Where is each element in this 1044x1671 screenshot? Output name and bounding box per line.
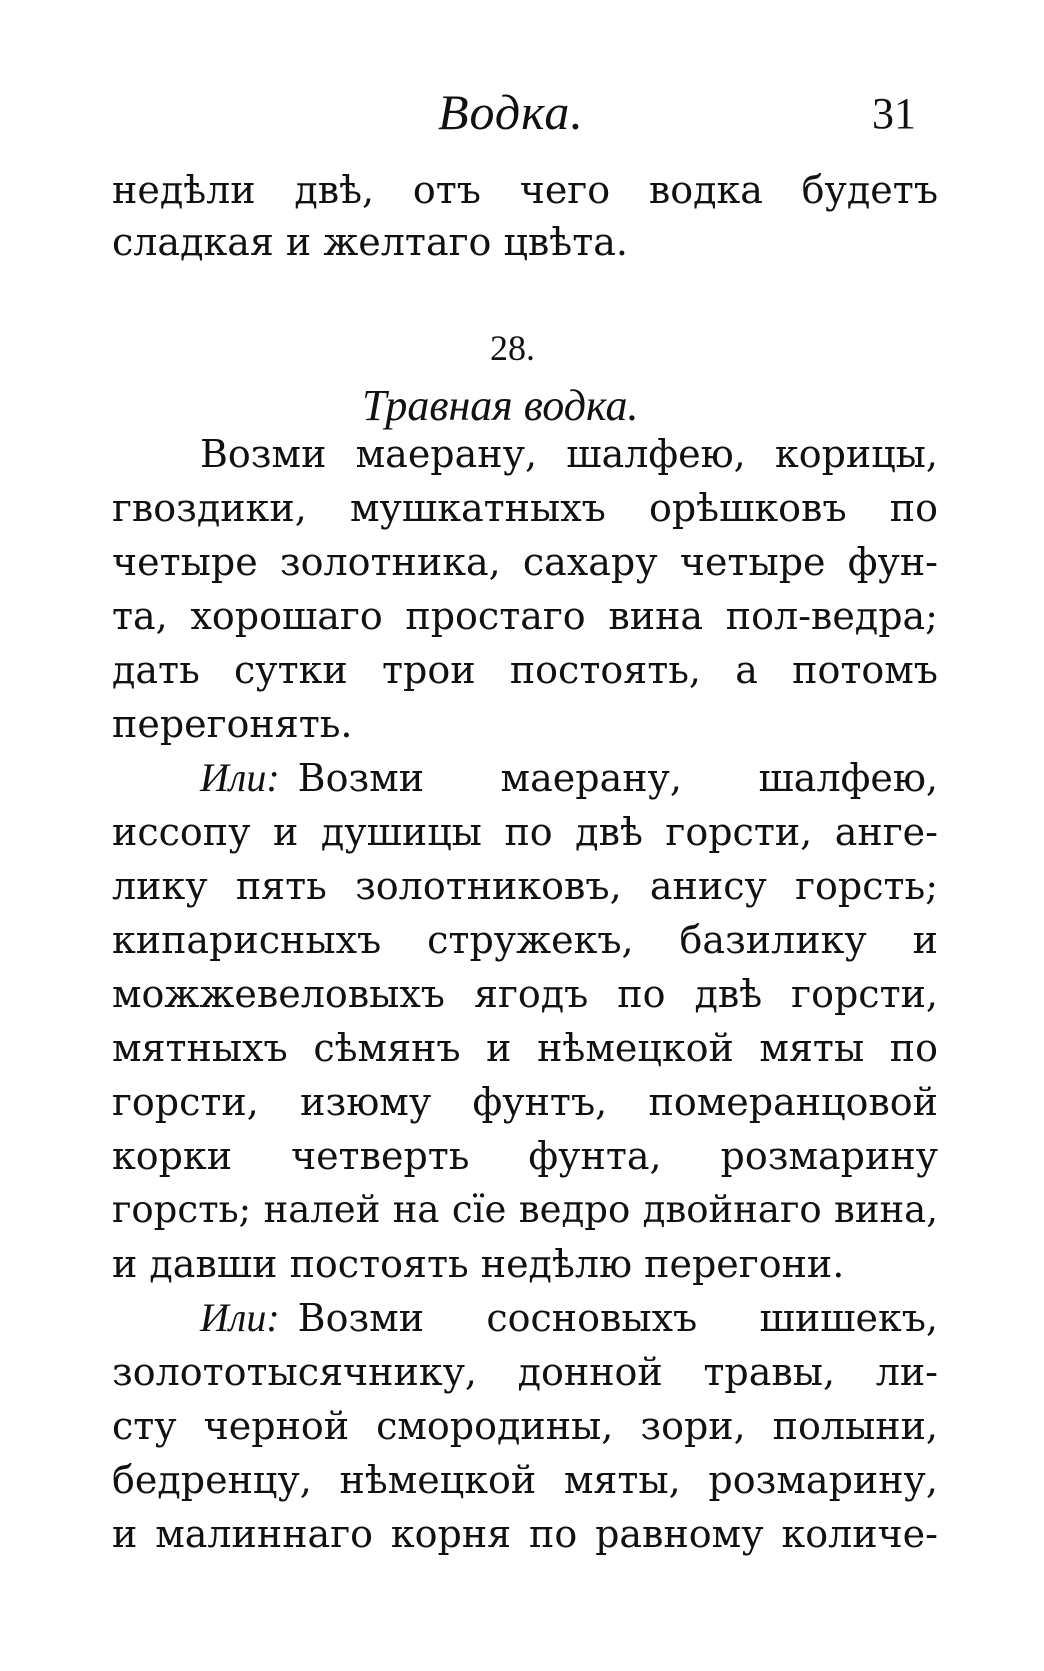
paragraph-2-line: корки четверть фунта, розмарину <box>112 1134 938 1178</box>
paragraph-2-line: кипарисныхъ стружекъ, базилику и <box>112 918 938 962</box>
paragraph-2-first-line-text: Возми маерану, шалфею, <box>297 756 938 800</box>
paragraph-1-line: Возми маерану, шалфею, корицы, <box>200 432 938 476</box>
paragraph-3-line: бедренцу, нѣмецкой мяты, розмарину, <box>112 1458 938 1502</box>
paragraph-2-line: лику пять золотниковъ, анису горсть; <box>112 864 938 908</box>
paragraph-2-line: мятныхъ сѣмянъ и нѣмецкой мяты по <box>112 1026 938 1070</box>
section-number: 28. <box>490 328 535 368</box>
paragraph-1-line: дать сутки трои постоять, а потомъ <box>112 648 938 692</box>
paragraph-3-line: и малиннаго корня по равному количе- <box>112 1512 938 1556</box>
paragraph-1-line: та, хорошаго простаго вина пол-ведра; <box>112 594 938 638</box>
paragraph-2-line: можжевеловыхъ ягодъ по двѣ горсти, <box>112 972 938 1016</box>
continued-text-line: сладкая и желтаго цвѣта. <box>112 220 628 264</box>
paragraph-2-line: горсть; налей на сїе ведро двойнаго вина, <box>112 1188 938 1231</box>
or-word: Или: <box>200 755 280 800</box>
paragraph-2-first-line <box>200 752 938 804</box>
section-title: Травная водка. <box>362 381 639 430</box>
paragraph-3-line: сту черной смородины, зори, полыни, <box>112 1404 938 1448</box>
page-number: 31 <box>872 89 916 138</box>
running-header-title: Водка. <box>438 84 584 140</box>
paragraph-3-first-line-text: Возми сосновыхъ шишекъ, <box>297 1296 938 1340</box>
paragraph-3-first-line <box>200 1292 938 1344</box>
paragraph-2-line: горсти, изюму фунтъ, померанцовой <box>112 1080 938 1124</box>
paragraph-2-line: иссопу и душицы по двѣ горсти, анге- <box>112 810 938 854</box>
paragraph-2-line: и давши постоять недѣлю перегони. <box>112 1242 845 1286</box>
or-word: Или: <box>200 1295 280 1340</box>
paragraph-1-line: гвоздики, мушкатныхъ орѣшковъ по <box>112 486 938 530</box>
paragraph-3-line: золототысячнику, донной травы, ли- <box>112 1350 938 1394</box>
continued-text-line: недѣли двѣ, отъ чего водка будетъ <box>112 168 938 212</box>
paragraph-1-line: четыре золотника, сахару четыре фун- <box>112 540 938 584</box>
paragraph-1-line: перегонять. <box>112 702 353 746</box>
